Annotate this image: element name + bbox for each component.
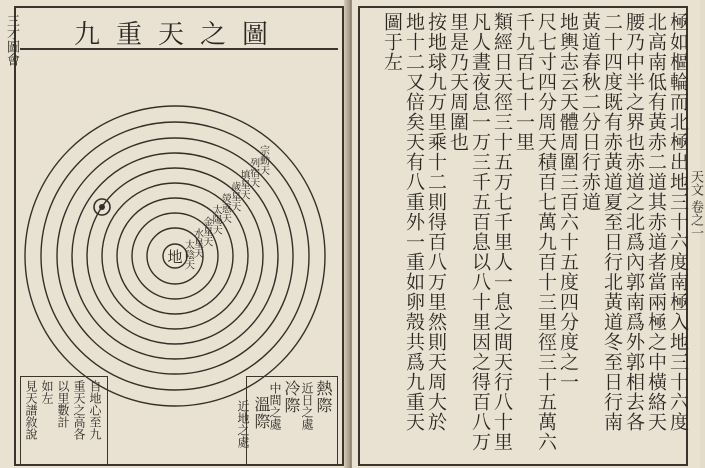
legend-note-1: 近日之處: [300, 382, 314, 430]
right-margin-label: 天文 卷之一: [688, 170, 703, 240]
right-page: [352, 0, 703, 468]
text-column-3: 腰乃中半之界也赤道之北爲內郭南爲外郭相去各: [623, 12, 645, 432]
ring-label-4: 歲星天: [228, 181, 240, 212]
text-column-2: 北高南低有黃赤二道其赤道者當兩極之中橫絡天: [645, 12, 667, 432]
text-column-13: 地十二又倍矣天有八重外一重如卵殼共爲九重天: [403, 12, 425, 432]
text-column-1: 極如樞輪而北極出地三十六度南極入地三十六度: [667, 12, 689, 432]
ring-label-5: 熒惑天: [219, 193, 231, 224]
ring-label-9: 太陰天: [182, 239, 194, 270]
ring-label-1: 宗動天: [257, 145, 269, 176]
text-column-8: 千九百七十一里: [513, 12, 535, 152]
ring-label-7: 金星天: [200, 216, 212, 247]
legend-heading-2: 冷際: [282, 380, 301, 414]
legend-heading-3: 溫際: [252, 396, 271, 430]
text-column-7: 尺七寸四分周天積百七萬九百十三里徑三十五萬六: [535, 12, 557, 452]
text-column-12: 按地球九万里乘十二則得百八万里然則天周大於: [425, 12, 447, 432]
left-margin-label: 三才圖會: [4, 14, 19, 66]
legend-col-5: 見天譜敘說: [24, 380, 38, 440]
diagram-title: 九重天之圖: [73, 20, 285, 50]
legend-heading-1: 熱際: [314, 380, 333, 414]
text-column-14: 圖于左: [381, 12, 403, 72]
earth-label: 地: [167, 248, 183, 266]
ring-label-2: 列宿天: [247, 157, 259, 188]
text-column-11: 里是乃天周圍也: [447, 12, 469, 152]
ring-label-6: 太陽天: [210, 204, 222, 235]
text-column-5: 黃道春秋二分日行赤道: [579, 12, 601, 212]
legend-col-1: 自地心至九: [88, 380, 102, 440]
legend-col-2: 重天之高各: [72, 380, 86, 440]
left-page: [0, 0, 348, 468]
legend-note-3: 近地之處: [236, 400, 250, 448]
text-column-10: 凡人晝夜息一万三千五百息以八十里因之得百八万: [469, 12, 491, 452]
text-column-6: 地輿志云天體周圍三百六十五度四分度之一: [557, 12, 579, 392]
legend-col-3: 以里數計: [56, 380, 70, 428]
legend-col-4: 如左: [40, 380, 54, 404]
text-column-4: 二十四度既有赤黃道夏至日行北黃道冬至日行南: [601, 12, 623, 432]
sun-center-icon: [99, 204, 105, 210]
ring-label-8: 水星天: [191, 228, 203, 259]
legend-note-2: 中間之處: [268, 382, 282, 430]
text-column-9: 類經日天徑三十五万七千里人一息之間天行八十里: [491, 12, 513, 452]
ring-label-3: 填星天: [238, 169, 249, 200]
